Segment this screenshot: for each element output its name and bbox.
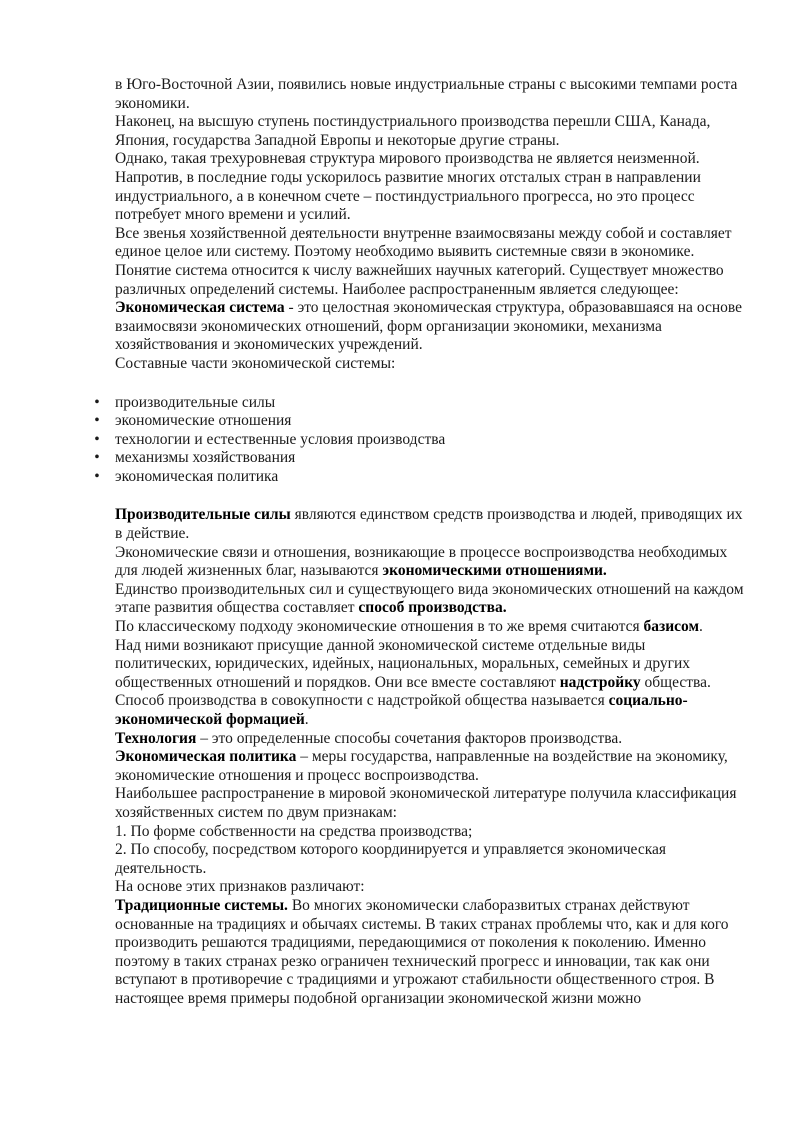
paragraph-traditional-systems: [115, 897, 745, 1009]
paragraph-superstructure: [115, 637, 745, 693]
criterion-item: 1. По форме собственности на средства производства;: [115, 822, 473, 840]
paragraph-asia: в Юго-Восточной Азии, появились новые индустриальные страны с высокими темпами роста экономики.: [115, 76, 738, 112]
text-superstructure: Над ними возникают присущие данной экономической системе отдельные виды политических, юридических, идейных, национальных, моральных, семейных и других общественных отношений и порядков. Они все вместе составляют: [115, 636, 691, 691]
term-formation: социально-экономической формацией: [115, 692, 688, 728]
text-formation-end: .: [304, 711, 309, 728]
text-economic-relations: Экономические связи и отношения, возникающие в процессе воспроизводства необходимых для людей жизненных благ, называются: [115, 543, 728, 580]
paragraph-classification: Наибольшее распространение в мировой экономической литературе получила классификация хозяйственных систем по двум признакам:: [115, 785, 737, 821]
text-formation: Способ производства в совокупности с надстройкой общества называется: [115, 692, 609, 710]
text-traditional-systems: Во многих экономически слаборазвитых странах действуют основанные на традициях и обычаях системы. В таких странах проблемы что, как и для кого производить решаются традициями, передающимися от поколения к поколению. Именно поэтому в таких странах резко ограничен технический прогресс и инновации, так как они вступают в противоречие с традициями и угрожают стабильности общественного строя. В настоящее время примеры подобной организации экономической жизни можно: [115, 896, 729, 1007]
bullet-icon: •: [94, 449, 100, 467]
document-body: [94, 76, 745, 1009]
bullet-icon: •: [94, 412, 100, 430]
list-item: [94, 449, 745, 468]
list-item: [94, 430, 745, 450]
paragraph-productive-forces: [115, 506, 745, 543]
term-mode-of-production: способ производства.: [358, 599, 507, 617]
bullet-icon: •: [94, 467, 100, 485]
paragraph-formation: [115, 692, 745, 729]
components-intro: Составные части экономической системы:: [115, 354, 396, 372]
list-item-text: производительные силы: [115, 393, 276, 411]
definition-text: - это целостная экономическая структура, образовавшаяся на основе взаимосвязи экономических отношений, форм организации экономики, механизма хозяйствования и экономических учреждений.: [115, 299, 742, 354]
paragraph-three-level: Однако, такая трехуровневая структура мирового производства не является неизменной. Напротив, в последние годы ускорилось развитие многих отсталых стран в направлении индустриального, а в конечном счете – постиндустриального прогресса, но это процесс потребует много времени и усилий.: [115, 150, 701, 224]
term-economic-policy: Экономическая политика: [115, 748, 297, 766]
term-economic-relations: экономическими отношениями.: [382, 562, 607, 580]
text-basis: По классическому подходу экономические отношения в то же время считаются: [115, 618, 644, 636]
text-mode-of-production: Единство производительных сил и существующего вида экономических отношений на каждом этапе развития общества составляет: [115, 580, 744, 617]
paragraph-definition: [115, 299, 745, 355]
paragraph-economic-policy: [115, 748, 745, 785]
list-item: [94, 393, 745, 413]
paragraph-basis: [115, 618, 745, 637]
text-productive-forces: являются единством средств производства и людей, приводящих их в действие.: [115, 506, 743, 543]
term-traditional-systems: Традиционные системы.: [115, 896, 288, 914]
bullet-icon: •: [94, 430, 100, 448]
paragraph-postindustrial: Наконец, на высшую ступень постиндустриального производства перешли США, Канада, Япония, государства Западной Европы и некоторые другие страны.: [115, 113, 711, 149]
list-item-text: технологии и естественные условия производства: [115, 430, 446, 448]
term-superstructure: надстройку: [559, 673, 641, 691]
list-item: [94, 412, 745, 431]
list-item-text: механизмы хозяйствования: [115, 449, 296, 467]
term-productive-forces: Производительные силы: [115, 506, 291, 524]
list-item-text: экономическая политика: [115, 467, 279, 485]
paragraph-technology: [115, 730, 745, 749]
text-basis-end: .: [699, 618, 703, 636]
term-basis: базисом: [643, 618, 700, 636]
text-technology: – это определенные способы сочетания факторов производства.: [196, 729, 623, 747]
criterion-item: 2. По способу, посредством которого координируется и управляется экономическая деятельность.: [115, 841, 667, 877]
definition-term: Экономическая система: [115, 299, 285, 317]
text-economic-policy: – меры государства, направленные на воздействие на экономику, экономические отношения и процесс воспроизводства.: [115, 748, 728, 784]
paragraph-distinguish: На основе этих признаков различают:: [115, 878, 365, 896]
text-superstructure-end: общества.: [640, 673, 711, 691]
paragraph-interconnection: Все звенья хозяйственной деятельности внутренне взаимосвязаны между собой и составляет единое целое или систему. Поэтому необходимо выявить системные связи в экономике.: [115, 224, 732, 261]
components-list: [94, 393, 745, 487]
paragraph-mode-of-production: [115, 581, 745, 618]
list-item: [94, 467, 745, 487]
term-technology: Технология: [115, 729, 197, 747]
list-item-text: экономические отношения: [115, 412, 292, 430]
paragraph-system-concept: Понятие система относится к числу важнейших научных категорий. Существует множество различных определений системы. Наиболее распространенным является следующее:: [115, 261, 724, 298]
bullet-icon: •: [94, 393, 100, 411]
paragraph-economic-relations: [115, 544, 745, 581]
